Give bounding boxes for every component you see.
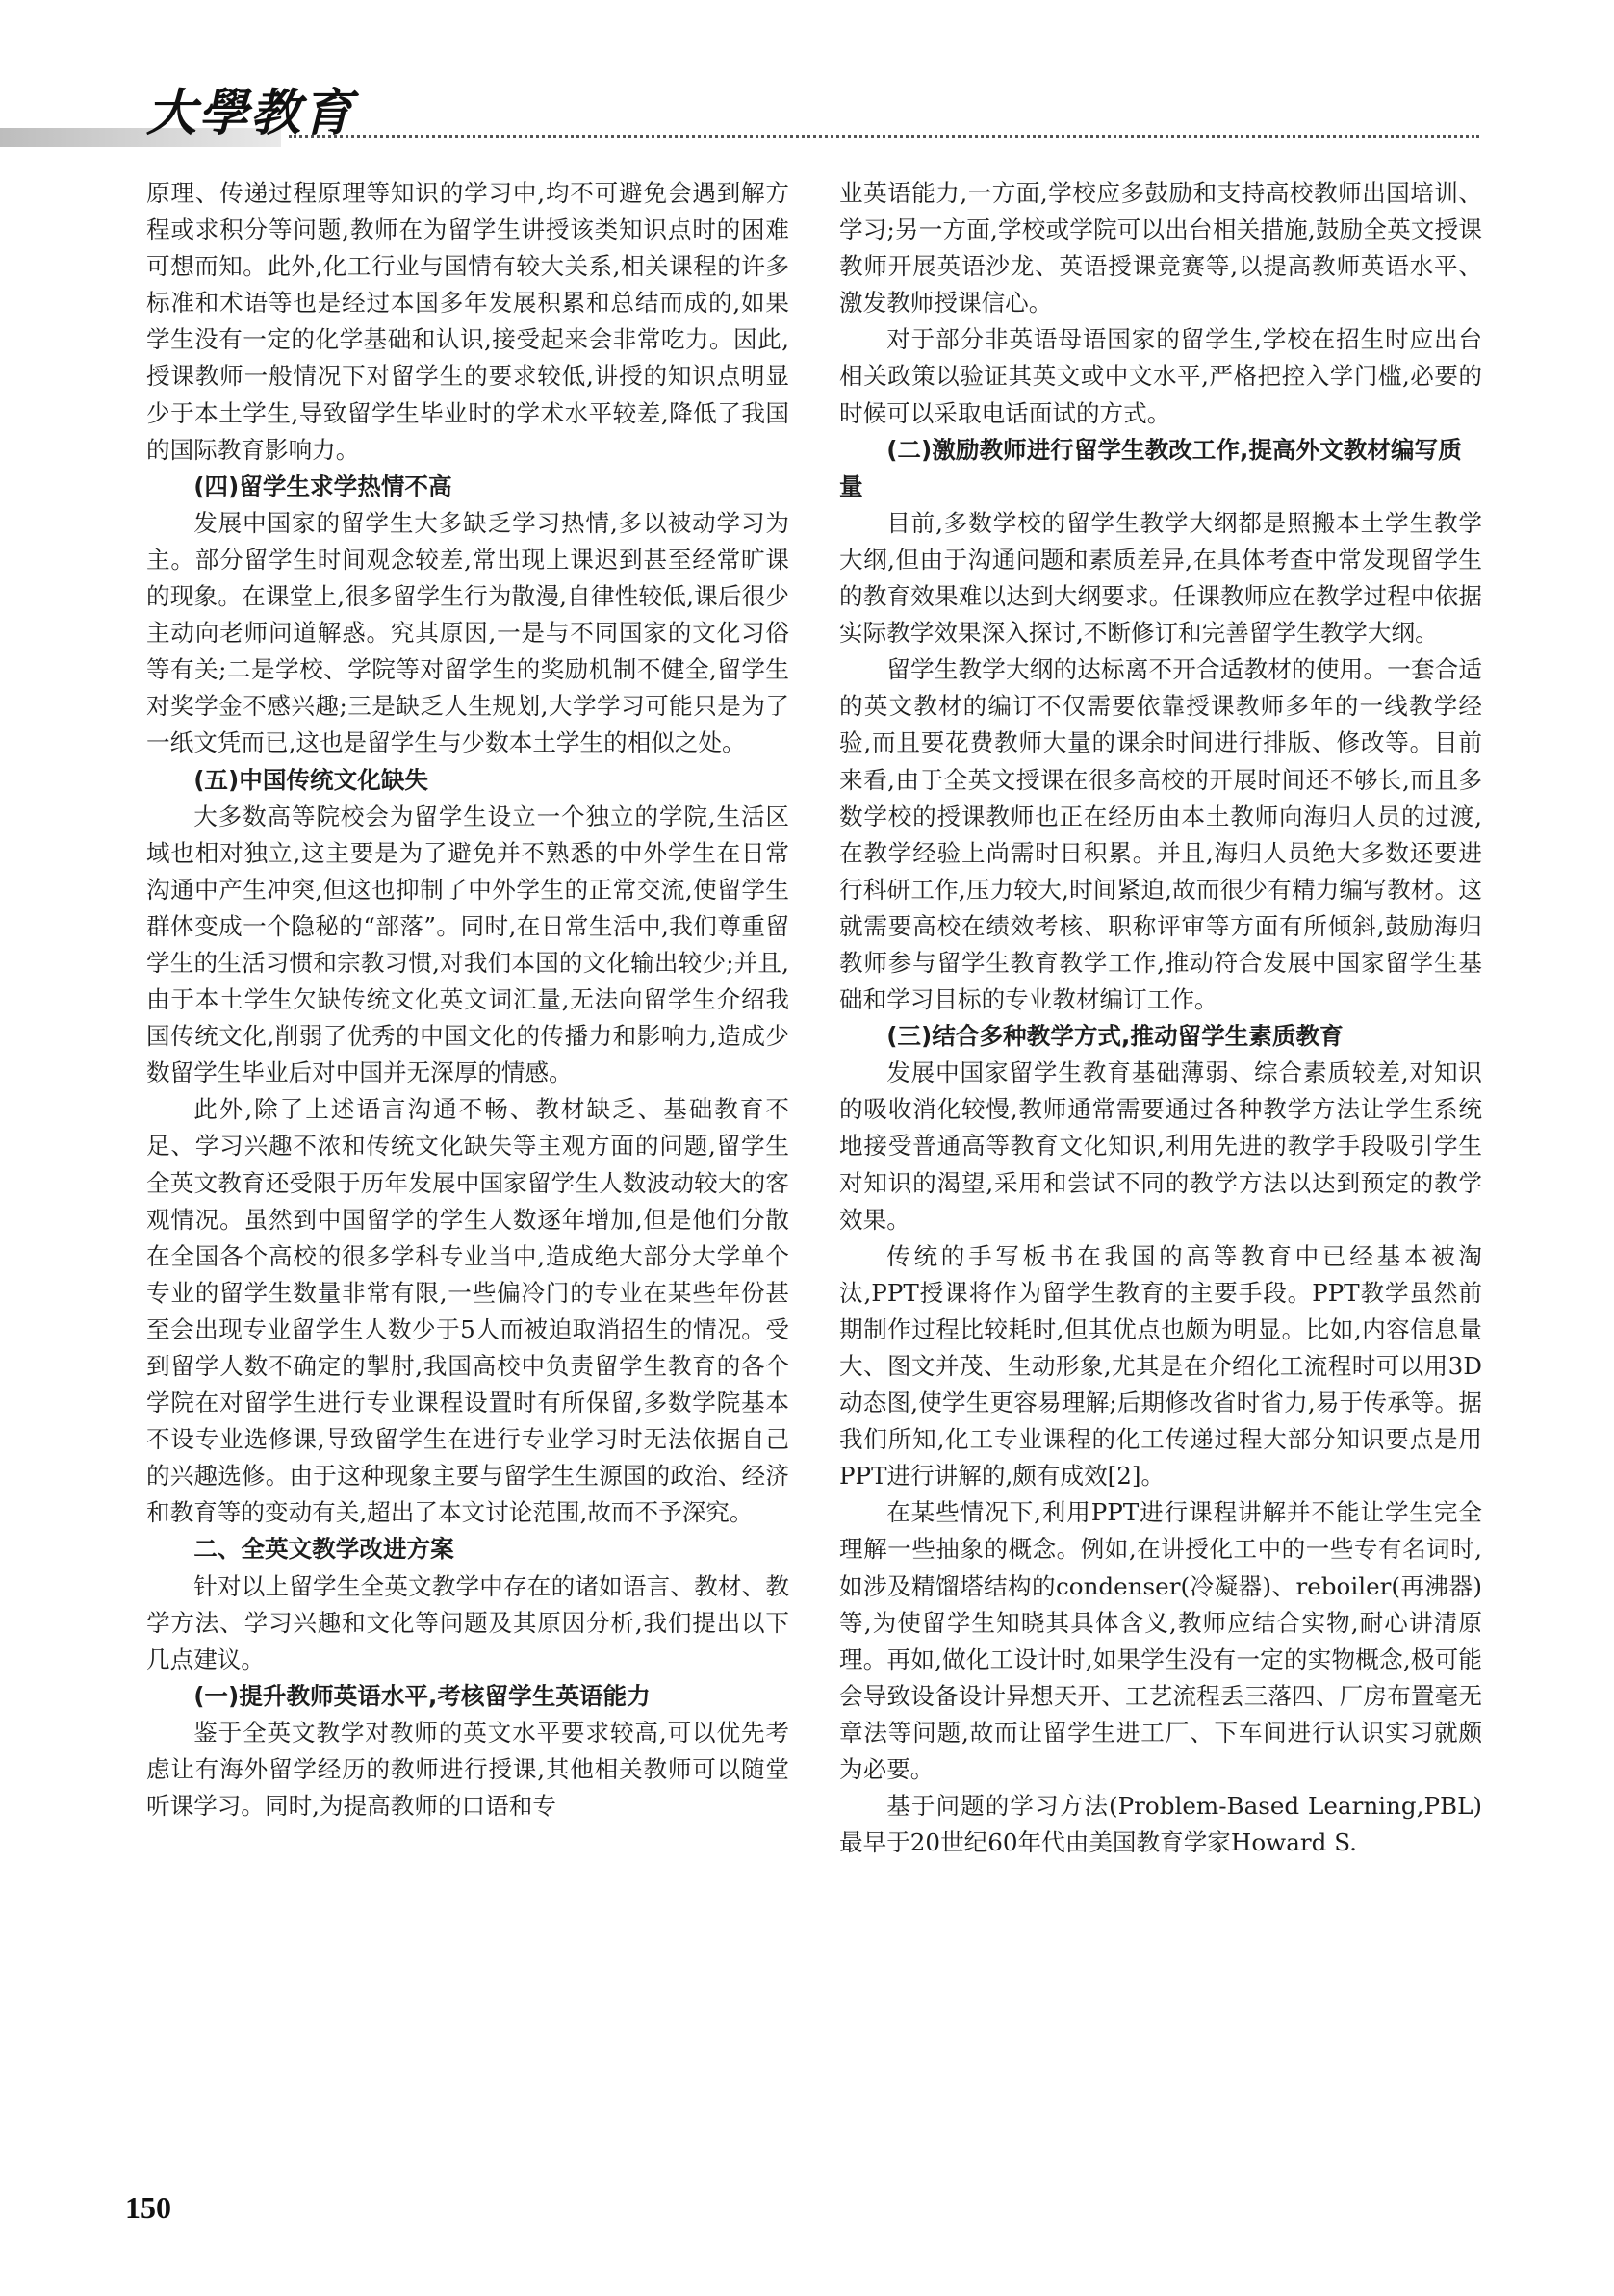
header-dotted-rule: [289, 135, 1479, 138]
body-paragraph: 留学生教学大纲的达标离不开合适教材的使用。一套合适的英文教材的编订不仅需要依靠授课教师多年的一线教学经验,而且要花费教师大量的课余时间进行排版、修改等。目前来看,由于全英文授课在很多高校的开展时间还不够长,而且多数学校的授课教师也正在经历由本土教师向海归人员的过渡,在教学经验上尚需时日积累。并且,海归人员绝大多数还要进行科研工作,压力较大,时间紧迫,故而很少有精力编写教材。这就需要高校在绩效考核、职称评审等方面有所倾斜,鼓励海归教师参与留学生教育教学工作,推动符合发展中国家留学生基础和学习目标的专业教材编订工作。: [839, 655, 1482, 1014]
body-paragraph: 发展中国家的留学生大多缺乏学习热情,多以被动学习为主。部分留学生时间观念较差,常出现上课迟到甚至经常旷课的现象。在课堂上,很多留学生行为散漫,自律性较低,课后很少主动向老师问道解惑。究其原因,一是与不同国家的文化习俗等有关;二是学校、学院等对留学生的奖励机制不健全,留学生对奖学金不感兴趣;三是缺乏人生规划,大学学习可能只是为了一纸文凭而已,这也是留学生与少数本土学生的相似之处。: [146, 508, 789, 757]
section-heading: (一)提升教师英语水平,考核留学生英语能力: [193, 1681, 651, 1710]
journal-logo: 大學教育: [146, 84, 355, 142]
body-paragraph: 目前,多数学校的留学生教学大纲都是照搬本土学生教学大纲,但由于沟通问题和素质差异,在具体考查中常发现留学生的教育效果难以达到大纲要求。任课教师应在教学过程中依据实际教学效果深入探讨,不断修订和完善留学生教学大纲。: [839, 508, 1482, 648]
right-column: [839, 175, 1482, 1861]
body-paragraph: 针对以上留学生全英文教学中存在的诸如语言、教材、教学方法、学习兴趣和文化等问题及其原因分析,我们提出以下几点建议。: [146, 1571, 789, 1673]
body-paragraph: 传统的手写板书在我国的高等教育中已经基本被淘汰,PPT授课将作为留学生教育的主要手段。PPT教学虽然前期制作过程比较耗时,但其优点也颇为明显。比如,内容信息量大、图文并茂、生动形象,尤其是在介绍化工流程时可以用3D动态图,使学生更容易理解;后期修改省时省力,易于传承等。据我们所知,化工专业课程的化工传递过程大部分知识要点是用PPT进行讲解的,颇有成效[2]。: [839, 1241, 1482, 1491]
body-paragraph: 业英语能力,一方面,学校应多鼓励和支持高校教师出国培训、学习;另一方面,学校或学院可以出台相关措施,鼓励全英文授课教师开展英语沙龙、英语授课竞赛等,以提高教师英语水平、激发教师授课信心。: [839, 179, 1482, 318]
body-paragraph: 原理、传递过程原理等知识的学习中,均不可避免会遇到解方程或求积分等问题,教师在为留学生讲授该类知识点时的困难可想而知。此外,化工行业与国情有较大关系,相关课程的许多标准和术语等也是经过本国多年发展积累和总结而成的,如果学生没有一定的化学基础和认识,接受起来会非常吃力。因此,授课教师一般情况下对留学生的要求较低,讲授的知识点明显少于本土学生,导致留学生毕业时的学术水平较差,降低了我国的国际教育影响力。: [146, 179, 789, 464]
left-column: [146, 175, 789, 1824]
page-number: 150: [125, 2190, 171, 2225]
body-paragraph: 基于问题的学习方法(Problem-Based Learning,PBL)最早于20世纪60年代由美国教育学家Howard S.: [839, 1792, 1482, 1857]
body-paragraph: 发展中国家留学生教育基础薄弱、综合素质较差,对知识的吸收消化较慢,教师通常需要通过各种教学方法让学生系统地接受普通高等教育文化知识,利用先进的教学手段吸引学生对知识的渴望,采用和尝试不同的教学方法以达到预定的教学效果。: [839, 1059, 1482, 1234]
body-paragraph: 鉴于全英文教学对教师的英文水平要求较高,可以优先考虑让有海外留学经历的教师进行授课,其他相关教师可以随堂听课学习。同时,为提高教师的口语和专: [146, 1718, 789, 1821]
body-paragraph: 大多数高等院校会为留学生设立一个独立的学院,生活区域也相对独立,这主要是为了避免并不熟悉的中外学生在日常沟通中产生冲突,但这也抑制了中外学生的正常交流,使留学生群体变成一个隐秘的“部落”。同时,在日常生活中,我们尊重留学生的生活习惯和宗教习惯,对我们本国的文化输出较少;并且,由于本土学生欠缺传统文化英文词汇量,无法向留学生介绍我国传统文化,削弱了优秀的中国文化的传播力和影响力,造成少数留学生毕业后对中国并无深厚的情感。: [146, 802, 789, 1087]
section-heading: (三)结合多种教学方式,推动留学生素质教育: [886, 1022, 1344, 1051]
section-heading: 二、全英文教学改进方案: [193, 1535, 454, 1564]
section-heading: (五)中国传统文化缺失: [193, 765, 429, 794]
section-heading: (二)激励教师进行留学生教改工作,提高外文教材编写质量: [839, 435, 1462, 500]
body-paragraph: 在某些情况下,利用PPT进行课程讲解并不能让学生完全理解一些抽象的概念。例如,在讲授化工中的一些专有名词时,如涉及精馏塔结构的condenser(冷凝器)、reboiler(再沸器)等,为使留学生知晓其具体含义,教师应结合实物,耐心讲清原理。再如,做化工设计时,如果学生没有一定的实物概念,极可能会导致设备设计异想天开、工艺流程丢三落四、厂房布置毫无章法等问题,故而让留学生进工厂、下车间进行认识实习就颇为必要。: [839, 1498, 1482, 1784]
body-paragraph: 此外,除了上述语言沟通不畅、教材缺乏、基础教育不足、学习兴趣不浓和传统文化缺失等主观方面的问题,留学生全英文教育还受限于历年发展中国家留学生人数波动较大的客观情况。虽然到中国留学的学生人数逐年增加,但是他们分散在全国各个高校的很多学科专业当中,造成绝大部分大学单个专业的留学生数量非常有限,一些偏冷门的专业在某些年份甚至会出现专业留学生人数少于5人而被迫取消招生的情况。受到留学人数不确定的掣肘,我国高校中负责留学生教育的各个学院在对留学生进行专业课程设置时有所保留,多数学院基本不设专业选修课,导致留学生在进行专业学习时无法依据自己的兴趣选修。由于这种现象主要与留学生生源国的政治、经济和教育等的变动有关,超出了本文讨论范围,故而不予深究。: [146, 1095, 789, 1527]
body-paragraph: 对于部分非英语母语国家的留学生,学校在招生时应出台相关政策以验证其英文或中文水平,严格把控入学门槛,必要的时候可以采取电话面试的方式。: [839, 325, 1482, 427]
section-heading: (四)留学生求学热情不高: [193, 472, 452, 500]
